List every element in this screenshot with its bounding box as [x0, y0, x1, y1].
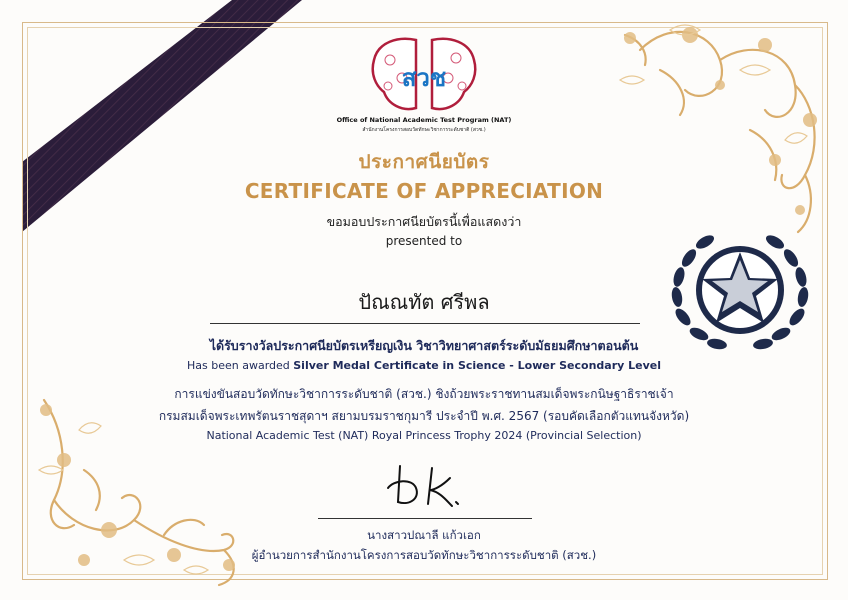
- floral-ornament-top-right: [600, 10, 840, 240]
- recipient-name: ปัณณทัต ศรีพล: [358, 290, 490, 314]
- organization-name-en: Office of National Academic Test Program (NAT): [336, 116, 512, 124]
- certificate-title-th: ประกาศนียบัตร: [358, 151, 490, 173]
- organization-name-th: สำนักงานโครงการสอบวัดทักษะวิชาการระดับชาติ (สวช.): [362, 127, 486, 133]
- award-title: Silver Medal Certificate in Science - Lower Secondary Level: [293, 359, 662, 372]
- nat-brain-logo: [368, 34, 480, 118]
- logo-wordmark: สวช: [401, 64, 447, 92]
- competition-text-th-line1: การแข่งขันสอบวัดทักษะวิชาการระดับชาติ (สวช.) ชิงถ้วยพระราชทานสมเด็จพระกนิษฐาธิราชเจ้า: [174, 387, 674, 401]
- presented-text-th: ขอมอบประกาศนียบัตรนี้เพื่อแสดงว่า: [326, 214, 522, 229]
- award-text-en: [120, 359, 728, 372]
- award-prefix: Has been awarded: [186, 359, 290, 372]
- signature-line: [318, 518, 532, 519]
- certificate-title-en: CERTIFICATE OF APPRECIATION: [244, 179, 604, 203]
- laurel-star-seal: [665, 222, 815, 362]
- presented-text-en: presented to: [385, 234, 463, 248]
- name-underline: [210, 323, 640, 324]
- competition-text-en: National Academic Test (NAT) Royal Princess Trophy 2024 (Provincial Selection): [206, 429, 642, 442]
- award-text-th: ได้รับรางวัลประกาศนียบัตรเหรียญเงิน วิชาวิทยาศาสตร์ระดับมัธยมศึกษาตอนต้น: [209, 338, 639, 353]
- competition-text-th-line2: กรมสมเด็จพระเทพรัตนราชสุดาฯ สยามบรมราชกุมารี ประจำปี พ.ศ. 2567 (รอบคัดเลือกตัวแทนจังหวัด): [158, 409, 690, 423]
- signer-title: ผู้อำนวยการสำนักงานโครงการสอบวัดทักษะวิชาการระดับชาติ (สวช.): [251, 548, 597, 562]
- signer-name: นางสาวปณาลี แก้วเอก: [367, 528, 481, 542]
- handwritten-signature: [380, 458, 480, 518]
